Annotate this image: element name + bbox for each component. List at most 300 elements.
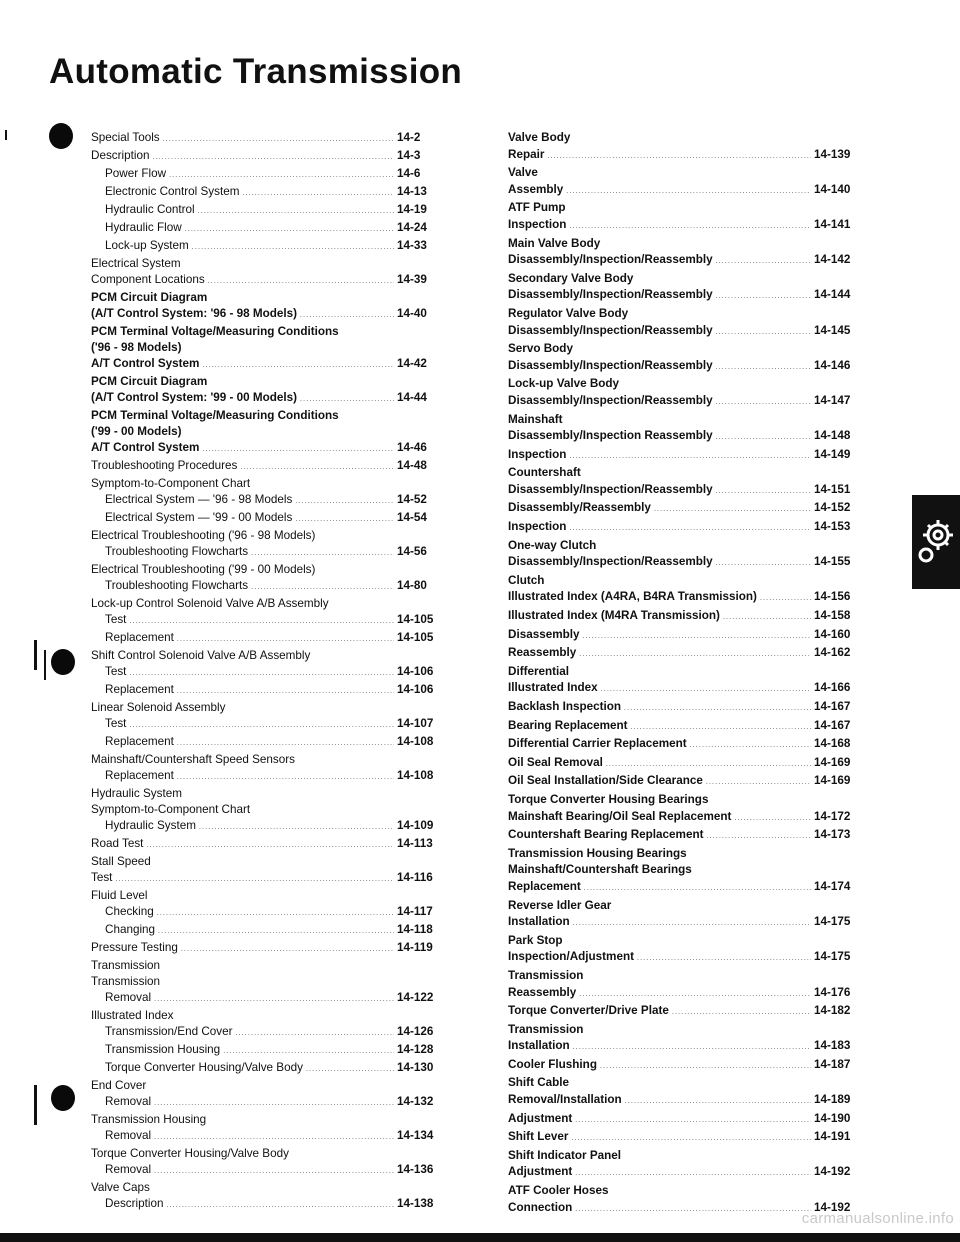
toc-entry[interactable] bbox=[91, 664, 437, 682]
toc-entry-page: 14-190 bbox=[814, 1111, 851, 1125]
toc-entry-page: 14-156 bbox=[814, 590, 851, 604]
toc-entry-label: Inspection bbox=[508, 217, 567, 231]
toc-entry[interactable] bbox=[508, 985, 854, 1004]
toc-entry[interactable] bbox=[91, 184, 437, 202]
toc-entry-label: Checking bbox=[105, 905, 154, 918]
toc-heading: Main Valve Body bbox=[508, 236, 601, 250]
dot-leader bbox=[177, 734, 394, 752]
dot-leader bbox=[154, 1162, 394, 1180]
toc-heading: Lock-up Valve Body bbox=[508, 377, 620, 391]
dot-leader bbox=[163, 130, 394, 148]
toc-heading: Mainshaft bbox=[508, 412, 563, 426]
dot-leader bbox=[177, 682, 394, 700]
toc-entry-page: 14-108 bbox=[397, 769, 434, 782]
toc-entry[interactable] bbox=[91, 390, 437, 408]
section-tab bbox=[912, 495, 960, 589]
toc-entry-page: 14-19 bbox=[397, 203, 427, 216]
toc-entry-page: 14-141 bbox=[814, 217, 851, 231]
toc-entry[interactable] bbox=[91, 630, 437, 648]
toc-entry-label: Electrical System — '96 - 98 Models bbox=[105, 493, 293, 506]
dot-leader bbox=[236, 1024, 394, 1042]
toc-entry[interactable] bbox=[508, 500, 854, 519]
toc-heading: Shift Control Solenoid Valve A/B Assembly bbox=[91, 649, 311, 662]
dot-leader bbox=[223, 1042, 394, 1060]
dot-leader bbox=[716, 393, 811, 412]
toc-entry-label: Component Locations bbox=[91, 273, 205, 286]
toc-entry[interactable] bbox=[508, 1164, 854, 1183]
toc-entry-page: 14-174 bbox=[814, 879, 851, 893]
toc-entry-page: 14-136 bbox=[397, 1163, 434, 1176]
toc-heading: ('99 - 00 Models) bbox=[91, 425, 182, 438]
toc-entry-label: Road Test bbox=[91, 837, 144, 850]
toc-entry[interactable] bbox=[91, 1094, 437, 1112]
toc-entry-label: Troubleshooting Flowcharts bbox=[105, 579, 249, 592]
toc-entry-label: Replacement bbox=[105, 769, 174, 782]
toc-entry-page: 14-169 bbox=[814, 774, 851, 788]
toc-entry[interactable] bbox=[91, 1128, 437, 1146]
toc-entry-label: Oil Seal Removal bbox=[508, 755, 603, 769]
dot-leader bbox=[716, 358, 811, 377]
dot-leader bbox=[760, 589, 811, 608]
toc-heading: Park Stop bbox=[508, 933, 563, 947]
dot-leader bbox=[166, 1196, 394, 1214]
toc-entry[interactable] bbox=[91, 1042, 437, 1060]
toc-heading: ('96 - 98 Models) bbox=[91, 341, 182, 354]
toc-entry-page: 14-116 bbox=[397, 871, 433, 884]
toc-entry-label: Replacement bbox=[508, 879, 581, 893]
toc-entry-label: Electrical System — '99 - 00 Models bbox=[105, 511, 293, 524]
toc-entry-label: Adjustment bbox=[508, 1165, 573, 1179]
dot-leader bbox=[601, 680, 811, 699]
toc-heading: Transmission bbox=[91, 959, 161, 972]
toc-entry-page: 14-80 bbox=[397, 579, 427, 592]
toc-entry[interactable] bbox=[508, 519, 854, 538]
toc-entry[interactable] bbox=[91, 922, 437, 940]
toc-entry-label: (A/T Control System: '96 - 98 Models) bbox=[91, 307, 298, 320]
toc-entry[interactable] bbox=[508, 755, 854, 774]
toc-entry[interactable] bbox=[508, 287, 854, 306]
dot-leader bbox=[295, 510, 394, 528]
toc-heading: Hydraulic System bbox=[91, 787, 182, 800]
toc-entry[interactable] bbox=[508, 1111, 854, 1130]
toc-entry[interactable] bbox=[508, 914, 854, 933]
toc-heading: Clutch bbox=[508, 573, 545, 587]
dot-leader bbox=[300, 306, 394, 324]
dot-leader bbox=[654, 500, 811, 519]
toc-heading: Torque Converter Housing/Valve Body bbox=[91, 1147, 289, 1160]
toc-entry-label: Disassembly/Inspection/Reassembly bbox=[508, 288, 713, 302]
dot-leader bbox=[716, 287, 811, 306]
toc-entry[interactable] bbox=[508, 447, 854, 466]
dot-leader bbox=[129, 664, 394, 682]
toc-entry-label: Transmission/End Cover bbox=[105, 1025, 233, 1038]
toc-entry[interactable] bbox=[91, 238, 437, 256]
toc-entry-label: Inspection bbox=[508, 447, 567, 461]
toc-entry-page: 14-134 bbox=[397, 1129, 434, 1142]
toc-entry-page: 14-167 bbox=[814, 718, 851, 732]
toc-entry-page: 14-6 bbox=[397, 167, 421, 180]
toc-entry[interactable] bbox=[91, 682, 437, 700]
toc-heading: Electrical Troubleshooting ('99 - 00 Models) bbox=[91, 563, 316, 576]
toc-entry-page: 14-108 bbox=[397, 735, 434, 748]
toc-entry-page: 14-130 bbox=[397, 1061, 434, 1074]
toc-heading: Electrical System bbox=[91, 257, 181, 270]
toc-heading: Secondary Valve Body bbox=[508, 271, 634, 285]
toc-entry-label: Replacement bbox=[105, 683, 174, 696]
dot-leader bbox=[569, 217, 811, 236]
toc-entry-page: 14-168 bbox=[814, 737, 851, 751]
toc-entry-page: 14-148 bbox=[814, 429, 851, 443]
toc-entry[interactable] bbox=[91, 510, 437, 528]
dot-leader bbox=[185, 220, 394, 238]
toc-entry[interactable] bbox=[91, 734, 437, 752]
toc-entry-page: 14-160 bbox=[814, 627, 851, 641]
dot-leader bbox=[569, 447, 811, 466]
toc-entry-label: Removal bbox=[105, 991, 152, 1004]
toc-entry-page: 14-175 bbox=[814, 915, 851, 929]
toc-entry[interactable] bbox=[508, 718, 854, 737]
toc-entry-page: 14-140 bbox=[814, 182, 851, 196]
toc-entry-page: 14-147 bbox=[814, 393, 851, 407]
watermark: carmanualsonline.info bbox=[801, 1210, 954, 1227]
toc-entry-page: 14-13 bbox=[397, 185, 427, 198]
toc-entry-label: Illustrated Index (M4RA Transmission) bbox=[508, 609, 720, 623]
toc-entry[interactable] bbox=[508, 147, 854, 166]
toc-entry[interactable] bbox=[91, 990, 437, 1008]
toc-entry[interactable] bbox=[508, 393, 854, 412]
toc-heading: PCM Terminal Voltage/Measuring Conditions bbox=[91, 325, 339, 338]
toc-entry[interactable] bbox=[91, 492, 437, 510]
toc-entry[interactable] bbox=[508, 428, 854, 447]
toc-entry-page: 14-192 bbox=[814, 1200, 851, 1214]
toc-entry-page: 14-176 bbox=[814, 985, 851, 999]
toc-entry-page: 14-40 bbox=[397, 307, 427, 320]
toc-entry-label: Differential Carrier Replacement bbox=[508, 737, 687, 751]
toc-entry-label: Troubleshooting Procedures bbox=[91, 459, 238, 472]
toc-entry[interactable] bbox=[508, 252, 854, 271]
page-title: Automatic Transmission bbox=[49, 52, 463, 91]
toc-heading: Servo Body bbox=[508, 342, 573, 356]
toc-heading: ATF Cooler Hoses bbox=[508, 1184, 609, 1198]
dot-leader bbox=[706, 827, 811, 846]
dot-leader bbox=[606, 755, 811, 774]
dot-leader bbox=[129, 716, 394, 734]
toc-entry-page: 14-149 bbox=[814, 447, 851, 461]
toc-entry[interactable] bbox=[508, 182, 854, 201]
dot-leader bbox=[181, 940, 394, 958]
toc-entry-page: 14-106 bbox=[397, 683, 434, 696]
toc-entry[interactable] bbox=[508, 773, 854, 792]
toc-entry-label: Pressure Testing bbox=[91, 941, 178, 954]
toc-entry-label: Disassembly/Inspection/Reassembly bbox=[508, 323, 713, 337]
dot-leader bbox=[154, 1128, 394, 1146]
dot-leader bbox=[734, 809, 811, 828]
toc-entry-label: Inspection/Adjustment bbox=[508, 950, 634, 964]
dot-leader bbox=[547, 147, 811, 166]
toc-entry-page: 14-153 bbox=[814, 520, 851, 534]
toc-entry-label: Adjustment bbox=[508, 1111, 573, 1125]
toc-entry-page: 14-42 bbox=[397, 357, 427, 370]
toc-entry[interactable] bbox=[508, 1038, 854, 1057]
toc-entry[interactable] bbox=[508, 645, 854, 664]
margin-mark-middle-2 bbox=[44, 650, 46, 680]
toc-entry[interactable] bbox=[91, 904, 437, 922]
toc-entry-label: Torque Converter Housing/Valve Body bbox=[105, 1061, 303, 1074]
toc-heading: Differential bbox=[508, 664, 570, 678]
toc-entry-page: 14-113 bbox=[397, 837, 433, 850]
dot-leader bbox=[582, 627, 811, 646]
toc-entry-page: 14-155 bbox=[814, 555, 851, 569]
dot-leader bbox=[571, 1129, 811, 1148]
toc-entry-label: Hydraulic System bbox=[105, 819, 196, 832]
toc-entry-label: Countershaft Bearing Replacement bbox=[508, 828, 704, 842]
dot-leader bbox=[169, 166, 394, 184]
toc-entry-label: Special Tools bbox=[91, 131, 160, 144]
toc-heading: Valve Body bbox=[508, 131, 571, 144]
dot-leader bbox=[573, 914, 811, 933]
toc-entry[interactable] bbox=[508, 554, 854, 573]
toc-entry-label: A/T Control System bbox=[91, 357, 200, 370]
toc-entry[interactable] bbox=[91, 940, 437, 958]
dot-leader bbox=[631, 718, 811, 737]
toc-entry[interactable] bbox=[508, 482, 854, 501]
toc-entry[interactable] bbox=[91, 818, 437, 836]
binding-hole-middle bbox=[51, 649, 75, 675]
dot-leader bbox=[192, 238, 394, 256]
toc-entry[interactable] bbox=[91, 1162, 437, 1180]
toc-heading: Illustrated Index bbox=[91, 1009, 174, 1022]
toc-heading: Transmission Housing bbox=[91, 1113, 207, 1126]
toc-entry[interactable] bbox=[91, 148, 437, 166]
toc-entry-page: 14-158 bbox=[814, 609, 851, 623]
toc-entry-label: Assembly bbox=[508, 182, 564, 196]
toc-entry-label: Removal bbox=[105, 1095, 152, 1108]
binding-hole-bottom bbox=[51, 1085, 75, 1111]
toc-heading: Electrical Troubleshooting ('96 - 98 Models) bbox=[91, 529, 316, 542]
toc-entry-label: Removal bbox=[105, 1163, 152, 1176]
toc-entry-page: 14-189 bbox=[814, 1093, 851, 1107]
toc-entry[interactable] bbox=[508, 1092, 854, 1111]
toc-entry-label: (A/T Control System: '99 - 00 Models) bbox=[91, 391, 298, 404]
toc-entry-label: Backlash Inspection bbox=[508, 700, 622, 713]
dot-leader bbox=[242, 184, 394, 202]
dot-leader bbox=[152, 148, 394, 166]
toc-entry-page: 14-24 bbox=[397, 221, 427, 234]
toc-entry-label: Test bbox=[105, 717, 127, 730]
toc-entry-page: 14-39 bbox=[397, 273, 427, 286]
dot-leader bbox=[202, 440, 394, 458]
toc-entry-page: 14-117 bbox=[397, 905, 433, 918]
toc-entry-page: 14-138 bbox=[397, 1197, 434, 1210]
toc-entry[interactable] bbox=[508, 608, 854, 627]
toc-heading: Regulator Valve Body bbox=[508, 306, 629, 320]
toc-entry-page: 14-109 bbox=[397, 819, 434, 832]
toc-heading: Valve Caps bbox=[91, 1181, 150, 1194]
toc-entry[interactable] bbox=[91, 220, 437, 238]
dot-leader bbox=[637, 949, 811, 968]
toc-right-column bbox=[508, 130, 854, 1218]
toc-entry-page: 14-144 bbox=[814, 288, 851, 302]
dot-leader bbox=[569, 519, 811, 538]
toc-heading: Linear Solenoid Assembly bbox=[91, 701, 226, 714]
toc-entry[interactable] bbox=[91, 1196, 437, 1214]
toc-entry-label: Shift Lever bbox=[508, 1130, 569, 1144]
toc-heading: Transmission bbox=[508, 1022, 584, 1036]
toc-entry-label: A/T Control System bbox=[91, 441, 200, 454]
toc-heading: Mainshaft/Countershaft Bearings bbox=[508, 863, 692, 877]
dot-leader bbox=[706, 773, 811, 792]
toc-entry[interactable] bbox=[91, 768, 437, 786]
toc-entry-page: 14-132 bbox=[397, 1095, 434, 1108]
toc-entry-page: 14-118 bbox=[397, 923, 433, 936]
toc-heading: Shift Cable bbox=[508, 1076, 570, 1090]
toc-heading: Transmission bbox=[91, 975, 161, 988]
dot-leader bbox=[573, 1038, 811, 1057]
dot-leader bbox=[177, 630, 394, 648]
toc-entry-label: Torque Converter/Drive Plate bbox=[508, 1004, 669, 1018]
dot-leader bbox=[716, 428, 811, 447]
toc-entry-label: Test bbox=[105, 665, 127, 678]
toc-entry-label: Description bbox=[105, 1197, 164, 1210]
toc-entry-page: 14-52 bbox=[397, 493, 427, 506]
toc-entry-label: Disassembly/Inspection/Reassembly bbox=[508, 358, 713, 372]
dot-leader bbox=[208, 272, 394, 290]
toc-entry-page: 14-151 bbox=[814, 482, 851, 496]
toc-entry-page: 14-175 bbox=[814, 950, 851, 964]
toc-entry[interactable] bbox=[91, 166, 437, 184]
toc-heading: Valve bbox=[508, 166, 538, 180]
toc-entry-label: Installation bbox=[508, 915, 570, 929]
dot-leader bbox=[146, 836, 394, 854]
toc-entry[interactable] bbox=[91, 870, 437, 888]
toc-heading: Reverse Idler Gear bbox=[508, 898, 612, 912]
toc-entry-label: Mainshaft Bearing/Oil Seal Replacement bbox=[508, 809, 732, 823]
toc-entry[interactable] bbox=[91, 544, 437, 562]
margin-mark-middle bbox=[34, 640, 37, 670]
toc-entry[interactable] bbox=[91, 202, 437, 220]
toc-heading: Symptom-to-Component Chart bbox=[91, 803, 251, 816]
dot-leader bbox=[716, 323, 811, 342]
dot-leader bbox=[584, 879, 811, 898]
toc-entry-label: Reassembly bbox=[508, 985, 577, 999]
toc-entry-page: 14-146 bbox=[814, 358, 851, 372]
toc-entry-label: Disassembly/Inspection/Reassembly bbox=[508, 393, 713, 407]
dot-leader bbox=[129, 612, 394, 630]
toc-entry-page: 14-54 bbox=[397, 511, 427, 524]
toc-entry[interactable] bbox=[91, 836, 437, 854]
toc-entry-label: Replacement bbox=[105, 631, 174, 644]
toc-entry[interactable] bbox=[508, 1003, 854, 1022]
toc-heading: Countershaft bbox=[508, 466, 581, 480]
toc-heading: One-way Clutch bbox=[508, 538, 597, 552]
toc-entry-page: 14-162 bbox=[814, 646, 851, 660]
toc-entry-label: Disassembly/Inspection/Reassembly bbox=[508, 555, 713, 569]
toc-entry[interactable] bbox=[508, 627, 854, 646]
dot-leader bbox=[251, 578, 394, 596]
toc-entry[interactable] bbox=[91, 306, 437, 324]
toc-entry[interactable] bbox=[508, 809, 854, 828]
dot-leader bbox=[716, 482, 811, 501]
toc-left-column bbox=[91, 130, 437, 1214]
toc-entry-page: 14-172 bbox=[814, 809, 851, 823]
toc-entry-label: Power Flow bbox=[105, 167, 167, 180]
toc-entry[interactable] bbox=[91, 272, 437, 290]
toc-entry[interactable] bbox=[91, 458, 437, 476]
toc-entry-label: Inspection bbox=[508, 520, 567, 534]
dot-leader bbox=[199, 818, 394, 836]
toc-entry-page: 14-33 bbox=[397, 239, 427, 252]
dot-leader bbox=[157, 904, 394, 922]
toc-entry[interactable] bbox=[91, 612, 437, 630]
toc-entry-page: 14-122 bbox=[397, 991, 434, 1004]
toc-entry-label: Hydraulic Flow bbox=[105, 221, 182, 234]
toc-entry[interactable] bbox=[508, 1129, 854, 1148]
toc-entry-label: Repair bbox=[508, 147, 545, 161]
toc-entry-page: 14-105 bbox=[397, 631, 434, 644]
toc-entry-label: Lock-up System bbox=[105, 239, 189, 252]
toc-heading: Fluid Level bbox=[91, 889, 148, 902]
toc-entry[interactable] bbox=[508, 736, 854, 755]
toc-heading: Lock-up Control Solenoid Valve A/B Assembly bbox=[91, 597, 329, 610]
toc-entry-label: Cooler Flushing bbox=[508, 1057, 597, 1071]
dot-leader bbox=[154, 1094, 394, 1112]
toc-entry-page: 14-2 bbox=[397, 131, 421, 144]
toc-entry[interactable] bbox=[91, 130, 437, 148]
dot-leader bbox=[716, 252, 811, 271]
dot-leader bbox=[115, 870, 394, 888]
toc-entry-label: Changing bbox=[105, 923, 156, 936]
toc-entry-label: Reassembly bbox=[508, 646, 577, 660]
toc-entry[interactable] bbox=[508, 680, 854, 699]
toc-entry[interactable] bbox=[91, 1060, 437, 1078]
dot-leader bbox=[198, 202, 394, 220]
toc-entry-label: Description bbox=[91, 149, 150, 162]
toc-entry[interactable] bbox=[508, 949, 854, 968]
toc-entry[interactable] bbox=[508, 358, 854, 377]
toc-heading: Transmission Housing Bearings bbox=[508, 846, 687, 860]
toc-entry[interactable] bbox=[508, 827, 854, 846]
toc-heading: PCM Circuit Diagram bbox=[91, 375, 208, 388]
toc-entry-label: Installation bbox=[508, 1039, 570, 1053]
toc-entry-label: Oil Seal Installation/Side Clearance bbox=[508, 774, 703, 788]
toc-entry[interactable] bbox=[508, 217, 854, 236]
toc-heading: Torque Converter Housing Bearings bbox=[508, 792, 709, 806]
toc-heading: Mainshaft/Countershaft Speed Sensors bbox=[91, 753, 296, 766]
toc-entry-label: Troubleshooting Flowcharts bbox=[105, 545, 249, 558]
toc-entry-page: 14-142 bbox=[814, 253, 851, 267]
toc-entry[interactable] bbox=[91, 716, 437, 734]
toc-entry[interactable] bbox=[508, 879, 854, 898]
toc-entry[interactable] bbox=[91, 440, 437, 458]
toc-entry-page: 14-56 bbox=[397, 545, 427, 558]
toc-entry[interactable] bbox=[508, 589, 854, 608]
toc-entry-label: Disassembly bbox=[508, 627, 580, 641]
toc-entry-page: 14-105 bbox=[397, 613, 434, 626]
toc-entry[interactable] bbox=[508, 323, 854, 342]
toc-entry[interactable] bbox=[91, 578, 437, 596]
dot-leader bbox=[158, 922, 394, 940]
toc-entry[interactable] bbox=[508, 1057, 854, 1076]
toc-entry-label: Hydraulic Control bbox=[105, 203, 195, 216]
toc-entry[interactable] bbox=[91, 1024, 437, 1042]
toc-entry[interactable] bbox=[91, 356, 437, 374]
toc-entry[interactable] bbox=[508, 699, 854, 718]
toc-entry-label: Disassembly/Inspection Reassembly bbox=[508, 429, 713, 443]
toc-entry-page: 14-128 bbox=[397, 1043, 434, 1056]
toc-entry-page: 14-183 bbox=[814, 1039, 851, 1053]
toc-entry-label: Removal bbox=[105, 1129, 152, 1142]
toc-entry-page: 14-182 bbox=[814, 1004, 851, 1018]
